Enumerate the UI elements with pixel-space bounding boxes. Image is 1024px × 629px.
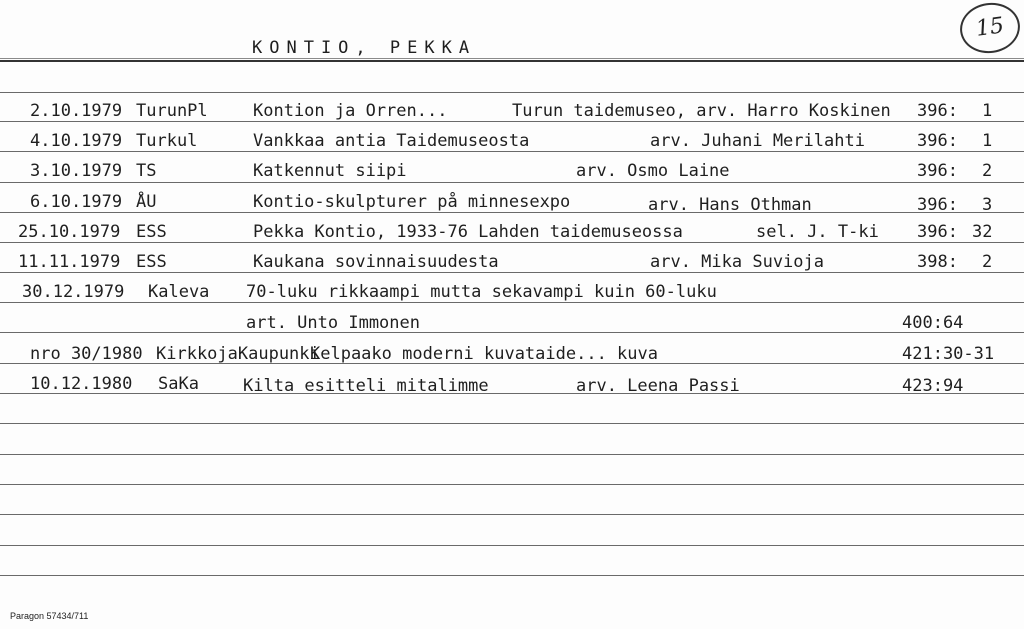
entry-title: Kilta esitteli mitalimme xyxy=(243,376,489,396)
card-number-circle xyxy=(957,0,1023,57)
ruled-line xyxy=(0,454,1024,455)
entry-source: TS xyxy=(136,161,157,181)
entry-source: Turkul xyxy=(136,131,198,151)
ruled-line xyxy=(0,182,1024,183)
entry-note: arv. Hans Othman xyxy=(648,195,812,215)
entry-ref: 400:64 xyxy=(902,313,964,333)
ruled-line xyxy=(0,58,1024,59)
entry-source: TurunPl xyxy=(136,101,208,121)
entry-note: Turun taidemuseo, arv. Harro Koskinen xyxy=(512,101,891,121)
ruled-line xyxy=(0,212,1024,213)
entry-date: 2.10.1979 xyxy=(30,101,123,121)
ruled-line xyxy=(0,121,1024,122)
entry-source: KirkkojaKaupunki xyxy=(156,344,320,364)
ruled-line xyxy=(0,545,1024,546)
entry-ref: 396: xyxy=(917,131,958,151)
entry-note: arv. Juhani Merilahti xyxy=(650,131,865,151)
header-rule xyxy=(0,60,1024,62)
ruled-line xyxy=(0,272,1024,273)
entry-title: 70-luku rikkaampi mutta sekavampi kuin 60-luku xyxy=(246,282,717,302)
entry-num: 2 xyxy=(982,161,993,181)
entry-title: Vankkaa antia Taidemuseosta xyxy=(253,131,530,151)
entry-ref: 396: xyxy=(917,101,958,121)
entry-date: 25.10.1979 xyxy=(18,222,121,242)
entry-date: 4.10.1979 xyxy=(30,131,123,151)
ruled-line xyxy=(0,332,1024,333)
entry-ref: 421:30-31 xyxy=(902,344,995,364)
ruled-line xyxy=(0,242,1024,243)
entry-note: arv. Leena Passi xyxy=(576,376,740,396)
ruled-line xyxy=(0,423,1024,424)
entry-date: 6.10.1979 xyxy=(30,192,123,212)
entry-date: 11.11.1979 xyxy=(18,252,121,272)
ruled-line xyxy=(0,92,1024,93)
entry-date: 10.12.1980 xyxy=(30,374,133,394)
entry-ref: 423:94 xyxy=(902,376,964,396)
entry-title: Kaukana sovinnaisuudesta xyxy=(253,252,499,272)
ruled-line xyxy=(0,393,1024,394)
entry-date: 30.12.1979 xyxy=(22,282,125,302)
entry-source: ESS xyxy=(136,222,167,242)
entry-ref: 396: xyxy=(917,161,958,181)
entry-num: 1 xyxy=(982,131,993,151)
ruled-line xyxy=(0,302,1024,303)
entry-source: Kaleva xyxy=(148,282,210,302)
ruled-line xyxy=(0,151,1024,152)
ruled-line xyxy=(0,484,1024,485)
entry-source: ÅU xyxy=(136,192,157,212)
entry-num: 2 xyxy=(982,252,993,272)
entry-num: 1 xyxy=(982,101,993,121)
entry-num: 32 xyxy=(972,222,993,242)
entry-note: arv. Osmo Laine xyxy=(576,161,730,181)
card-footer: Paragon 57434/711 xyxy=(10,611,89,621)
entry-title: art. Unto Immonen xyxy=(246,313,420,333)
card-title: KONTIO, PEKKA xyxy=(252,38,477,58)
entry-title: Kontion ja Orren... xyxy=(253,101,448,121)
card-number: 15 xyxy=(974,13,1006,42)
ruled-line xyxy=(0,575,1024,576)
entry-ref: 396: xyxy=(917,195,958,215)
entry-source: ESS xyxy=(136,252,167,272)
entry-ref: 396: xyxy=(917,222,958,242)
entry-date: 3.10.1979 xyxy=(30,161,123,181)
entry-source: SaKa xyxy=(158,374,199,394)
entry-title: Katkennut siipi xyxy=(253,161,407,181)
entry-date: nro 30/1980 xyxy=(30,344,143,364)
entry-note: sel. J. T-ki xyxy=(756,222,879,242)
entry-num: 3 xyxy=(982,195,993,215)
entry-note: arv. Mika Suvioja xyxy=(650,252,824,272)
entry-title: Kontio-skulpturer på minnesexpo xyxy=(253,192,571,212)
entry-ref: 398: xyxy=(917,252,958,272)
entry-title: Kelpaako moderni kuvataide... kuva xyxy=(310,344,658,364)
entry-title: Pekka Kontio, 1933-76 Lahden taidemuseossa xyxy=(253,222,683,242)
ruled-line xyxy=(0,514,1024,515)
